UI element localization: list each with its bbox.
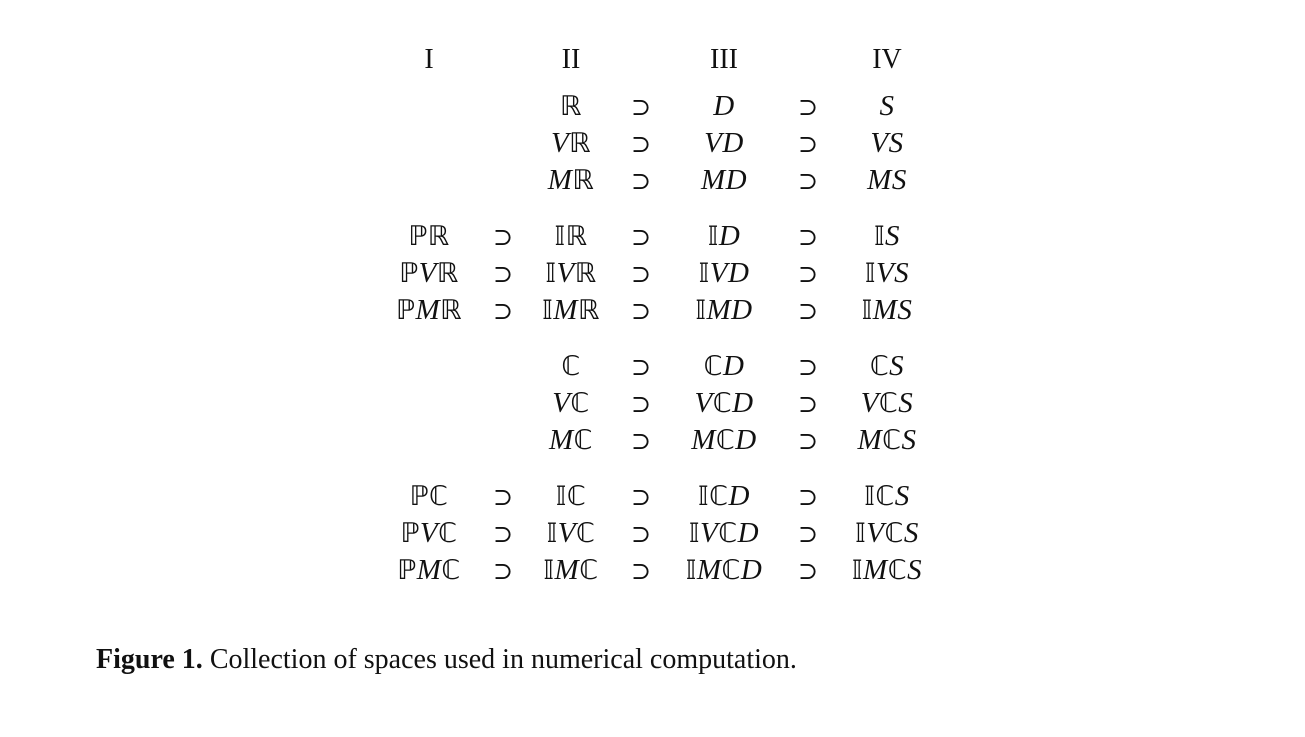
superset-symbol: ⊃ — [630, 520, 652, 548]
table-body — [377, 88, 945, 589]
superset-symbol: ⊃ — [492, 223, 514, 251]
superset-symbol: ⊃ — [797, 260, 819, 288]
superset-symbol: ⊃ — [492, 483, 514, 511]
space-cell-col-2: Vℝ — [550, 127, 592, 159]
space-cell-col-2: 𝕀Vℝ — [545, 257, 597, 289]
superset-symbol: ⊃ — [630, 297, 652, 325]
space-cell-col-1: ℙℝ — [408, 221, 450, 252]
table-row — [377, 478, 945, 515]
space-cell-col-4: 𝕀VℂS — [855, 517, 919, 549]
space-cell-col-2: 𝕀Vℂ — [546, 517, 596, 549]
header-col-3: III — [710, 44, 738, 75]
space-cell-col-4: S — [879, 90, 895, 122]
superset-symbol: ⊃ — [797, 520, 819, 548]
superset-symbol: ⊃ — [797, 297, 819, 325]
table-row — [377, 255, 945, 292]
superset-symbol: ⊃ — [630, 223, 652, 251]
space-cell-col-4: 𝕀MℂS — [851, 554, 923, 586]
space-cell-col-4: VS — [870, 127, 904, 159]
space-cell-col-3: MℂD — [691, 424, 757, 456]
superset-symbol: ⊃ — [492, 297, 514, 325]
spaces-table — [377, 38, 945, 589]
table-row — [377, 292, 945, 329]
table-row — [377, 348, 945, 385]
table-group — [377, 88, 945, 199]
space-cell-col-2: 𝕀Mℝ — [542, 294, 600, 326]
caption-label: Figure 1. — [96, 644, 203, 675]
space-cell-col-3: 𝕀D — [707, 220, 741, 252]
space-cell-col-4: 𝕀MS — [861, 294, 913, 326]
space-cell-col-1: ℙVℂ — [400, 517, 458, 549]
space-cell-col-3: 𝕀VℂD — [688, 517, 760, 549]
superset-symbol: ⊃ — [630, 353, 652, 381]
caption-text: Collection of spaces used in numerical computation. — [202, 644, 797, 675]
superset-symbol: ⊃ — [630, 130, 652, 158]
superset-symbol: ⊃ — [492, 557, 514, 585]
header-col-4: IV — [872, 44, 902, 75]
table-row — [377, 385, 945, 422]
table-group — [377, 348, 945, 459]
space-cell-col-1: ℙMℂ — [397, 554, 461, 586]
space-cell-col-4: MℂS — [857, 424, 917, 456]
space-cell-col-4: 𝕀ℂS — [864, 480, 910, 512]
header-col-2: II — [561, 44, 581, 75]
table-row — [377, 422, 945, 459]
superset-symbol: ⊃ — [797, 557, 819, 585]
space-cell-col-2: ℝ — [560, 91, 582, 122]
superset-symbol: ⊃ — [630, 93, 652, 121]
space-cell-col-1: ℙℂ — [409, 481, 449, 512]
space-cell-col-4: 𝕀VS — [864, 257, 910, 289]
superset-symbol: ⊃ — [630, 557, 652, 585]
superset-symbol: ⊃ — [797, 167, 819, 195]
superset-symbol: ⊃ — [797, 483, 819, 511]
space-cell-col-4: ℂS — [869, 350, 905, 382]
column-headers — [377, 38, 945, 88]
table-row — [377, 515, 945, 552]
space-cell-col-2: 𝕀ℂ — [555, 481, 587, 512]
space-cell-col-4: VℂS — [860, 387, 914, 419]
space-cell-col-3: MD — [700, 164, 748, 196]
superset-symbol: ⊃ — [492, 260, 514, 288]
superset-symbol: ⊃ — [630, 483, 652, 511]
space-cell-col-2: Mℂ — [548, 424, 594, 456]
space-cell-col-3: ℂD — [703, 350, 745, 382]
space-cell-col-2: Vℂ — [552, 387, 590, 419]
space-cell-col-3: 𝕀ℂD — [698, 480, 750, 512]
superset-symbol: ⊃ — [492, 520, 514, 548]
superset-symbol: ⊃ — [797, 130, 819, 158]
space-cell-col-3: 𝕀MD — [695, 294, 753, 326]
table-group — [377, 478, 945, 589]
superset-symbol: ⊃ — [630, 260, 652, 288]
space-cell-col-2: Mℝ — [547, 164, 595, 196]
space-cell-col-2: 𝕀ℝ — [554, 221, 588, 252]
table-row — [377, 218, 945, 255]
space-cell-col-2: 𝕀Mℂ — [543, 554, 599, 586]
header-col-1: I — [424, 44, 434, 75]
table-row — [377, 88, 945, 125]
space-cell-col-4: MS — [867, 164, 907, 196]
space-cell-col-2: ℂ — [561, 351, 581, 382]
space-cell-col-1: ℙVℝ — [399, 257, 459, 289]
figure-caption — [96, 644, 797, 676]
space-cell-col-3: VℂD — [694, 387, 754, 419]
space-cell-col-3: D — [713, 90, 735, 122]
table-row — [377, 125, 945, 162]
space-cell-col-3: 𝕀MℂD — [685, 554, 763, 586]
table-row — [377, 162, 945, 199]
space-cell-col-4: 𝕀S — [873, 220, 901, 252]
superset-symbol: ⊃ — [797, 353, 819, 381]
superset-symbol: ⊃ — [797, 427, 819, 455]
space-cell-col-3: VD — [704, 127, 744, 159]
table-row — [377, 552, 945, 589]
superset-symbol: ⊃ — [630, 390, 652, 418]
superset-symbol: ⊃ — [630, 167, 652, 195]
superset-symbol: ⊃ — [797, 223, 819, 251]
superset-symbol: ⊃ — [797, 93, 819, 121]
superset-symbol: ⊃ — [630, 427, 652, 455]
space-cell-col-1: ℙMℝ — [396, 294, 462, 326]
space-cell-col-3: 𝕀VD — [698, 257, 750, 289]
superset-symbol: ⊃ — [797, 390, 819, 418]
table-group — [377, 218, 945, 329]
